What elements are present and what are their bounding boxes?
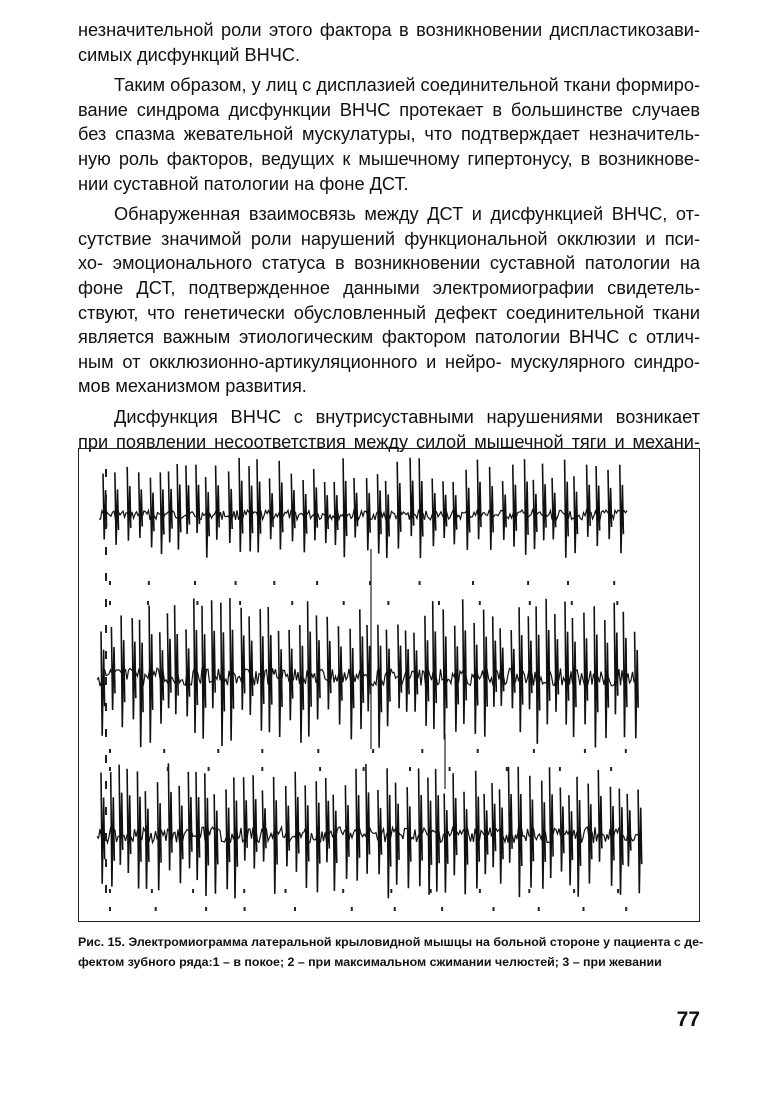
text-line: при появлении несоответствия между силой мышечной тяги и механи-	[78, 431, 700, 452]
text-line: вание синдрома дисфункции ВНЧС протекает в большинстве случаев	[78, 99, 700, 120]
text-line: незначительной роли этого фактора в возникновении диспластикозави-	[78, 20, 700, 40]
text-line: является важным этиологическим фактором патологии ВНЧС с отлич-	[78, 327, 700, 348]
body-text	[78, 18, 700, 460]
paragraph-2	[78, 73, 700, 196]
paragraph-1	[78, 18, 700, 67]
paragraph-4	[78, 405, 700, 454]
caption-line-2: фектом зубного ряда:1 – в покое; 2 – при максимальном сжимании челюстей; 3 – при жевании	[78, 955, 662, 969]
text-line: симых дисфункций ВНЧС.	[78, 44, 301, 65]
emg-trace-chewing	[97, 763, 642, 898]
text-line: без спазма жевательной мускулатуры, что подтверждает незначитель-	[78, 124, 700, 145]
text-line: сутствие значимой роли нарушений функциональной окклюзии и пси-	[78, 228, 700, 249]
text-line: Обнаруженная взаимосвязь между ДСТ и дисфункцией ВНЧС, от-	[114, 204, 700, 225]
text-line: ную роль факторов, ведущих к мышечному гипертонусу, в возникнове-	[78, 148, 700, 169]
emg-trace-rest	[99, 458, 627, 558]
caption-line-1	[78, 932, 702, 952]
text-line: мов механизмом развития.	[78, 376, 307, 397]
text-line: Таким образом, у лиц с дисплазией соединительной ткани формиро-	[114, 75, 700, 96]
text-line: ным от окклюзионно-артикуляционного и нейро- мускулярного синдро-	[78, 351, 700, 372]
page-number: 77	[676, 1008, 700, 1031]
paragraph-3	[78, 202, 700, 399]
text-line: нии суставной патологии на фоне ДСТ.	[78, 173, 409, 194]
text-line: Дисфункция ВНЧС с внутрисуставными нарушениями возникает	[114, 406, 700, 427]
figure-caption	[78, 932, 702, 972]
text-line: ствуют, что генетически обусловленный дефект соединительной ткани	[78, 302, 700, 323]
figure-label: Рис. 15.	[78, 935, 125, 949]
caption-text: Электромиограмма латеральной крыловидной мышцы на больной стороне у пациента с де-	[128, 935, 704, 949]
emg-traces	[79, 449, 698, 920]
text-line: фоне ДСТ, подтвержденное данными электромиографии свидетель-	[78, 277, 700, 298]
emg-figure	[78, 448, 700, 922]
emg-trace-max-clench	[97, 598, 639, 748]
text-line: хо- эмоционального статуса в возникновении суставной патологии на	[78, 253, 700, 274]
